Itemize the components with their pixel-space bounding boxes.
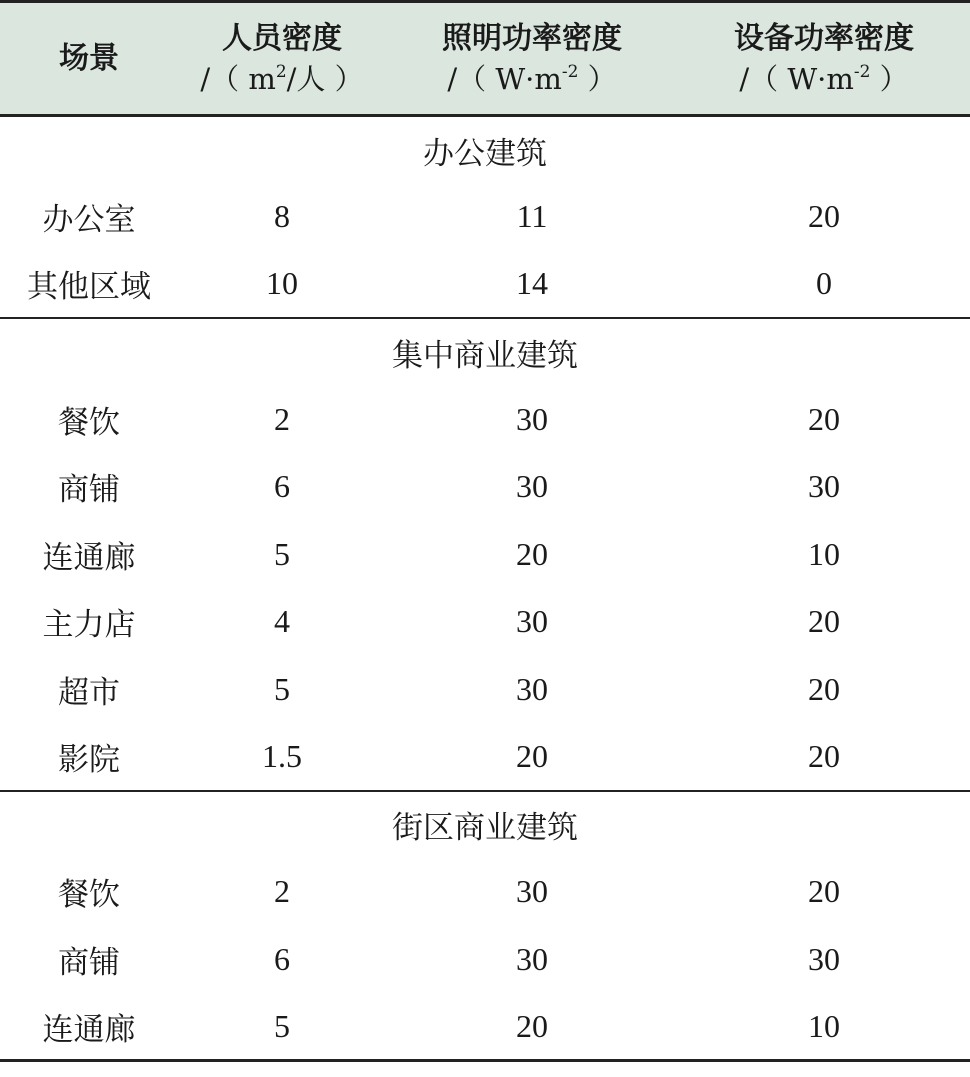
cell-lighting: 11 <box>516 198 548 235</box>
header-scene <box>0 2 178 116</box>
cell-lighting: 20 <box>516 737 548 774</box>
header-people-density <box>178 2 386 116</box>
header-equipment-density <box>678 2 970 116</box>
header-people-unit <box>178 59 386 99</box>
cell-lighting: 30 <box>516 940 548 977</box>
cell-scene: 连通廊 <box>42 539 136 576</box>
table-row <box>0 183 970 251</box>
table-body <box>0 116 970 1061</box>
cell-scene: 主力店 <box>42 607 136 644</box>
group-header-row <box>0 116 970 184</box>
cell-lighting: 30 <box>516 603 548 640</box>
group-header-row <box>0 318 970 386</box>
header-lighting-unit <box>386 59 678 99</box>
cell-equipment: 0 <box>816 265 832 302</box>
cell-lighting: 20 <box>516 535 548 572</box>
cell-equipment: 20 <box>808 198 840 235</box>
cell-equipment: 30 <box>808 468 840 505</box>
table-row <box>0 588 970 656</box>
cell-scene: 办公室 <box>42 202 136 239</box>
cell-people: 5 <box>274 535 290 572</box>
header-lighting-unit-pre: /（ W·m <box>447 61 562 96</box>
header-lighting-unit-post: ） <box>578 61 617 96</box>
header-row <box>0 2 970 116</box>
cell-equipment: 10 <box>808 535 840 572</box>
cell-equipment: 20 <box>808 603 840 640</box>
header-equipment-unit-sup: -2 <box>853 61 871 82</box>
cell-people: 2 <box>274 400 290 437</box>
header-lighting-title: 照明功率密度 <box>442 20 622 56</box>
cell-scene: 餐饮 <box>58 877 120 914</box>
cell-scene: 商铺 <box>58 944 120 981</box>
cell-people: 6 <box>274 940 290 977</box>
cell-people: 6 <box>274 468 290 505</box>
table-row <box>0 453 970 521</box>
cell-people: 2 <box>274 873 290 910</box>
header-people-title: 人员密度 <box>222 20 342 56</box>
group-title: 集中商业建筑 <box>0 318 970 386</box>
cell-equipment: 20 <box>808 737 840 774</box>
table-row <box>0 723 970 791</box>
cell-people: 8 <box>274 198 290 235</box>
cell-people: 10 <box>266 265 298 302</box>
cell-equipment: 20 <box>808 873 840 910</box>
header-scene-label: 场景 <box>59 40 119 76</box>
table-row <box>0 386 970 454</box>
table-header <box>0 2 970 116</box>
cell-lighting: 20 <box>386 993 678 1061</box>
header-people-unit-post: /人 ） <box>286 61 364 96</box>
group-title: 街区商业建筑 <box>0 791 970 859</box>
cell-scene: 餐饮 <box>58 404 120 441</box>
header-people-unit-pre: /（ m <box>200 61 276 96</box>
table-row <box>0 858 970 926</box>
header-equipment-title: 设备功率密度 <box>734 20 914 56</box>
cell-lighting: 30 <box>516 873 548 910</box>
cell-lighting: 30 <box>516 468 548 505</box>
cell-scene: 其他区域 <box>27 269 151 306</box>
header-lighting-unit-sup: -2 <box>561 61 579 82</box>
cell-lighting: 30 <box>516 670 548 707</box>
cell-people: 4 <box>274 603 290 640</box>
table-row <box>0 993 970 1061</box>
table-row <box>0 926 970 994</box>
cell-equipment: 20 <box>808 400 840 437</box>
header-people-unit-sup: 2 <box>275 61 287 82</box>
table-row <box>0 251 970 319</box>
table-row <box>0 656 970 724</box>
cell-scene: 影院 <box>58 741 120 778</box>
cell-lighting: 14 <box>516 265 548 302</box>
group-title: 办公建筑 <box>423 135 547 172</box>
cell-lighting: 30 <box>516 400 548 437</box>
cell-equipment: 30 <box>808 940 840 977</box>
table-row <box>0 521 970 589</box>
header-lighting-density <box>386 2 678 116</box>
cell-scene: 连通廊 <box>0 993 178 1061</box>
header-equipment-unit <box>678 59 970 99</box>
cell-people: 5 <box>178 993 386 1061</box>
cell-people: 5 <box>274 670 290 707</box>
cell-equipment: 20 <box>808 670 840 707</box>
cell-equipment: 10 <box>678 993 970 1061</box>
header-equipment-unit-pre: /（ W·m <box>739 61 854 96</box>
header-equipment-unit-post: ） <box>870 61 909 96</box>
cell-scene: 商铺 <box>58 472 120 509</box>
cell-scene: 超市 <box>58 674 120 711</box>
group-header-row <box>0 791 970 859</box>
cell-people: 1.5 <box>262 737 302 774</box>
